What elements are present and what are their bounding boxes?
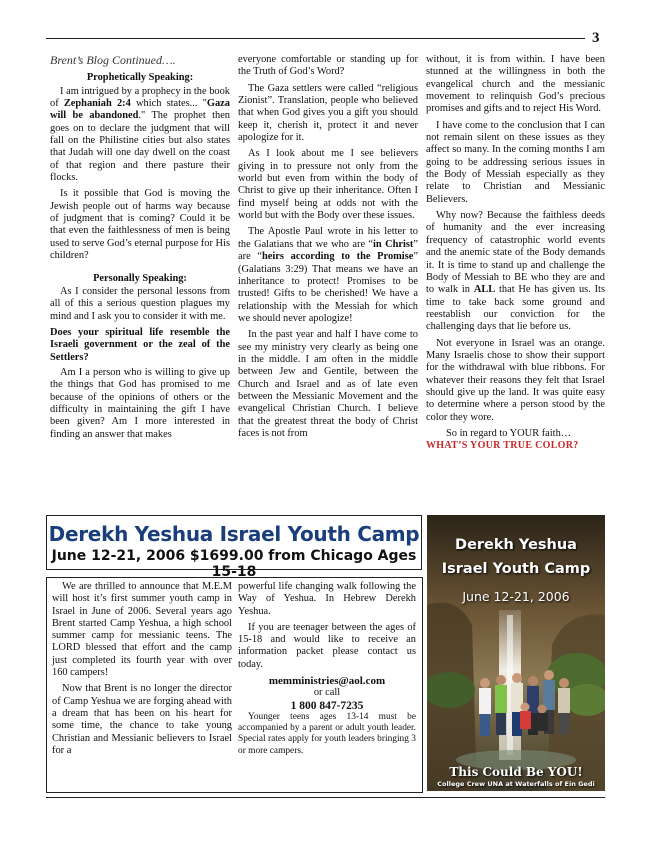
banner-title: Derekh Yeshua Israel Youth Camp (48, 522, 420, 546)
paragraph: without, it is from within. I have been stunned at the willingness in both the evangelical church and the messianic movement to relinquish God’s precious promises and gifts and to reject His Word. (426, 54, 605, 115)
paragraph: everyone comfortable or standing up for the Truth of God’s Word? (238, 54, 418, 78)
contact-phone[interactable]: 1 800 847-7235 (290, 699, 364, 712)
blog-column-1 (50, 54, 230, 445)
paragraph: We are thrilled to announce that M.E.M will host it’s first summer youth camp in Israel in June of 2006. Several years ago Brent started Camp Yeshua, a high school summer camp for messianic teens. The LORD blessed that effort and the camp just completed its fourth year with over 160 campers! (52, 581, 232, 679)
photo-caption: College Crew UNA at Waterfalls of Ein Gedi (437, 780, 595, 788)
paragraph: Why now? Because the faithless deeds of humanity and the ever increasing frequency of catastrophic world events and the anemic state of the Body demands it. It is time to stand up and challenge the Body of Messiah to BE who they are and to walk in ALL that He has given us. Its time to take back some ground and reestablish our conviction for the challenging days that lie before us. (426, 210, 605, 333)
paragraph: powerful life changing walk following the Way of Yeshua. In Hebrew Derekh Yeshua. (238, 581, 416, 617)
page-number: 3 (592, 30, 600, 46)
photo-date: June 12-21, 2006 (462, 589, 570, 604)
paragraph: So in regard to YOUR faith… (446, 427, 572, 439)
paragraph: Now that Brent is no longer the director of Camp Yeshua we are forging ahead with a dream that has been on his heart for some time, the chance to take young Christian and Messianic believers to Israel for a (52, 683, 232, 756)
photo-call-to-action: This Could Be YOU! (449, 765, 583, 779)
paragraph: As I look about me I see believers giving in to pressure not only from the world but even from within the body of Christ to give up their inheritance. Often I find myself being at odds not with the world but with the Body over these issues. (238, 148, 418, 222)
key-question: Does your spiritual life resemble the Israeli government or the zeal of the Settlers? (50, 326, 230, 363)
camp-column-1 (52, 581, 232, 761)
paragraph: Is it possible that God is moving the Jewish people out of harms way because of judgment that is coming? Could it be that even the faithlessness of men is being used to serve God’s eternal purpose for His children? (50, 188, 230, 262)
paragraph: If you are teenager between the ages of 15-18 and would like to receive an information packet please contact us today. (238, 621, 416, 670)
blog-column-3 (426, 54, 605, 453)
blog-heading: Brent’s Blog Continued…. (50, 53, 176, 67)
paragraph: As I consider the personal lessons from all of this a serious question plagues my mind and I ask you to consider it with me. (50, 285, 230, 322)
blog-column-2 (238, 54, 418, 444)
top-rule (46, 38, 585, 39)
photo-title-line-2: Israel Youth Camp (441, 561, 591, 577)
bottom-rule (46, 797, 605, 798)
age-note: Younger teens ages 13-14 must be accompanied by a parent or adult youth leader. Special rates apply for youth leaders bringing 3 or more campers. (238, 711, 416, 756)
banner-subtitle: June 12-21, 2006 $1699.00 from Chicago Ages 15-18 (51, 548, 417, 580)
camp-photo (427, 515, 605, 791)
photo-title-line-1: Derekh Yeshua (455, 537, 577, 553)
paragraph: I have come to the conclusion that I can not remain silent on these issues as they affect so many. In the coming months I am going to be addressing serious issues in the Body of Messiah especially as they relate to Christian and Messianic Believers. (426, 119, 605, 205)
true-color-question: WHAT’S YOUR TRUE COLOR? (426, 440, 579, 452)
paragraph: In the past year and half I have come to see my ministry very clearly as being one in the middle. I am often in the middle between Jew and Gentile, between the Church and Israel and as of late even between the Messianic Movement and the evangelical Christian Church. I believe that the greatest threat the body of Christ faces is not from (238, 329, 418, 439)
contact-email[interactable]: memministries@aol.com (268, 675, 386, 688)
paragraph: The Apostle Paul wrote in his letter to the Galatians that we who are “in Christ” are “heirs according to the Promise” (Galatians 3:29) That means we have an inheritance to protect! Promises to be trusted! Gifts to be cherished! We have a relationship with the Messiah for which we should never apologize! (238, 226, 418, 324)
section-heading-personal: Personally Speaking: (93, 272, 187, 284)
camp-column-2 (238, 581, 416, 761)
section-heading-prophetic: Prophetically Speaking: (86, 72, 194, 84)
paragraph: The Gaza settlers were called “religious Zionist”. Translation, people who believed that when God gives you a gift you should keep it, cherish it, protect it and never apologize for it. (238, 82, 418, 144)
paragraph: Am I a person who is willing to give up the things that God has promised to me because of the opinions of others or the difficulty in maintaining the gift I have been given? Am I more interested in finding an answer that makes (50, 366, 230, 440)
paragraph: I am intrigued by a prophecy in the book of Zephaniah 2:4 which states... "Gaza will be abandoned." The prophet then goes on to declare the judgment that will fall on the Philistine cities but also states that Judah will one day dwell on the coast of that region and there pasture their flocks. (50, 85, 231, 184)
waterfall-photo-image (427, 515, 605, 791)
camp-banner (46, 515, 422, 580)
paragraph: Not everyone in Israel was an orange. Many Israelis chose to show their support for the withdrawal with blue ribbons. For whatever their reasons they felt that Israel should give up the land. It was quite easy to determine where a person stood by the color they wore. (426, 337, 605, 423)
or-call-text: or call (313, 687, 341, 699)
